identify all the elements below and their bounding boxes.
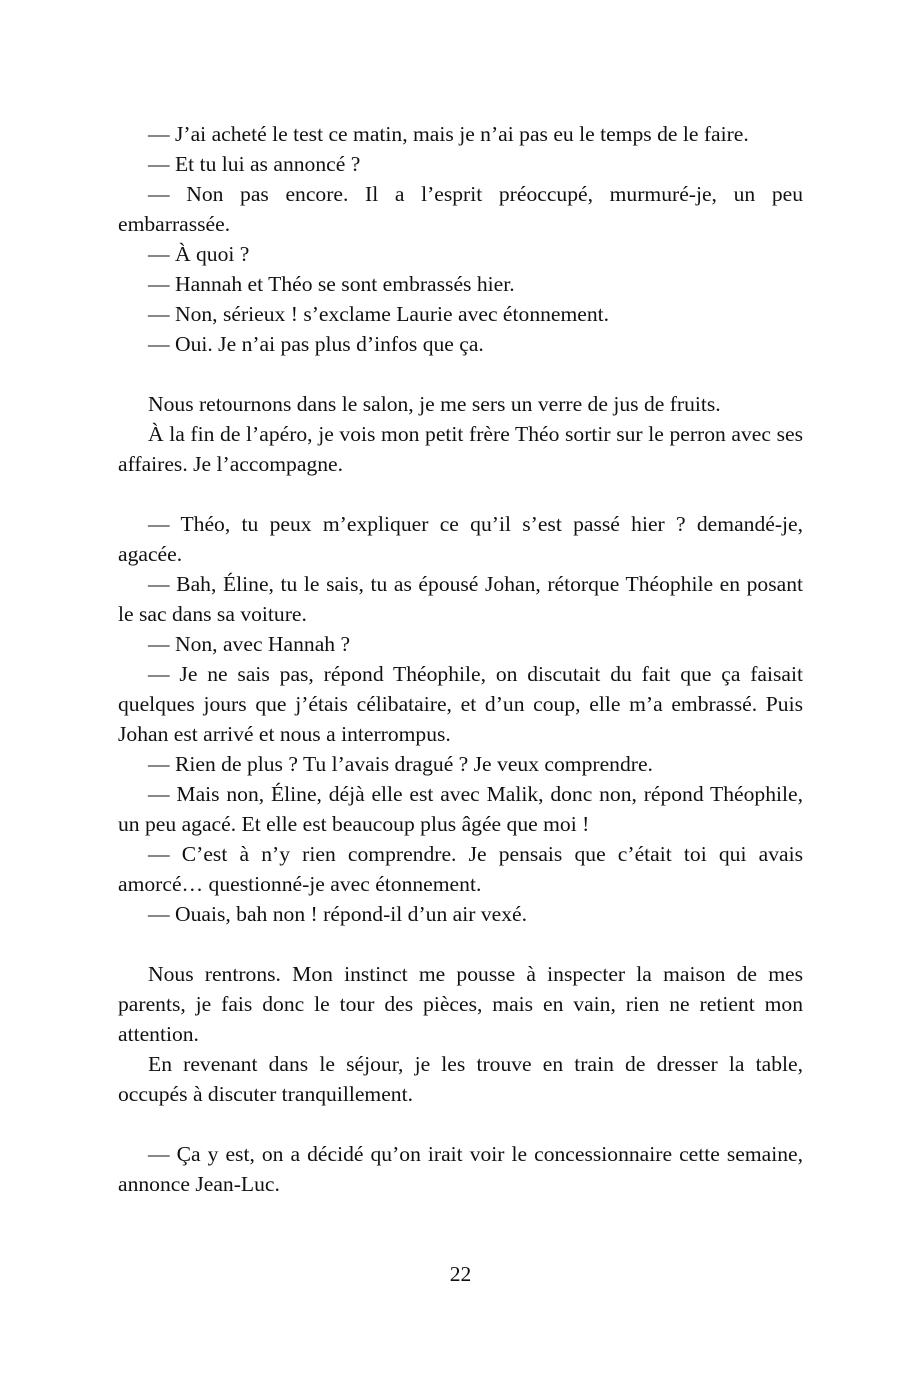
dialogue-line: — Mais non, Éline, déjà elle est avec Malik, donc non, répond Théophile, un peu agacé. Et elle est beaucoup plus âgée que moi !: [118, 782, 803, 836]
dialogue-line: — Non, sérieux ! s’exclame Laurie avec étonnement.: [148, 302, 610, 326]
narrative-paragraph: En revenant dans le séjour, je les trouve en train de dresser la table, occupés à discuter tranquillement.: [118, 1052, 803, 1106]
narrative-paragraph: À la fin de l’apéro, je vois mon petit frère Théo sortir sur le perron avec ses affaires. Je l’accompagne.: [118, 422, 803, 476]
dialogue-line: — Ça y est, on a décidé qu’on irait voir le concessionnaire cette semaine, annonce Jean-Luc.: [118, 1142, 803, 1196]
page-body: [118, 119, 803, 1199]
section-gap: [118, 359, 803, 389]
narrative-paragraph: Nous retournons dans le salon, je me sers un verre de jus de fruits.: [148, 392, 721, 416]
dialogue-line: — Je ne sais pas, répond Théophile, on discutait du fait que ça faisait quelques jours que j’étais célibataire, et d’un coup, elle m’a embrassé. Puis Johan est arrivé et nous a interrompus.: [118, 662, 803, 746]
section-gap: [118, 929, 803, 959]
section-gap: [118, 479, 803, 509]
dialogue-line: — Oui. Je n’ai pas plus d’infos que ça.: [148, 332, 484, 356]
dialogue-line: — Théo, tu peux m’expliquer ce qu’il s’est passé hier ? demandé-je, agacée.: [118, 512, 803, 566]
dialogue-line: — Bah, Éline, tu le sais, tu as épousé Johan, rétorque Théophile en posant le sac dans sa voiture.: [118, 572, 803, 626]
dialogue-line: — Rien de plus ? Tu l’avais dragué ? Je veux comprendre.: [148, 752, 653, 776]
dialogue-line: — Non pas encore. Il a l’esprit préoccupé, murmuré-je, un peu embarrassée.: [118, 182, 803, 236]
page-number: 22: [449, 1262, 472, 1286]
dialogue-line: — Et tu lui as annoncé ?: [148, 152, 361, 176]
dialogue-line: — À quoi ?: [148, 242, 250, 266]
dialogue-line: — Ouais, bah non ! répond-il d’un air vexé.: [148, 902, 527, 926]
dialogue-line: — Hannah et Théo se sont embrassés hier.: [148, 272, 515, 296]
dialogue-line: — Non, avec Hannah ?: [148, 632, 351, 656]
dialogue-line: — J’ai acheté le test ce matin, mais je n’ai pas eu le temps de le faire.: [148, 122, 749, 146]
section-gap: [118, 1109, 803, 1139]
dialogue-line: — C’est à n’y rien comprendre. Je pensais que c’était toi qui avais amorcé… questionné-je avec étonnement.: [118, 842, 803, 896]
narrative-paragraph: Nous rentrons. Mon instinct me pousse à inspecter la maison de mes parents, je fais donc le tour des pièces, mais en vain, rien ne retient mon attention.: [118, 962, 803, 1046]
